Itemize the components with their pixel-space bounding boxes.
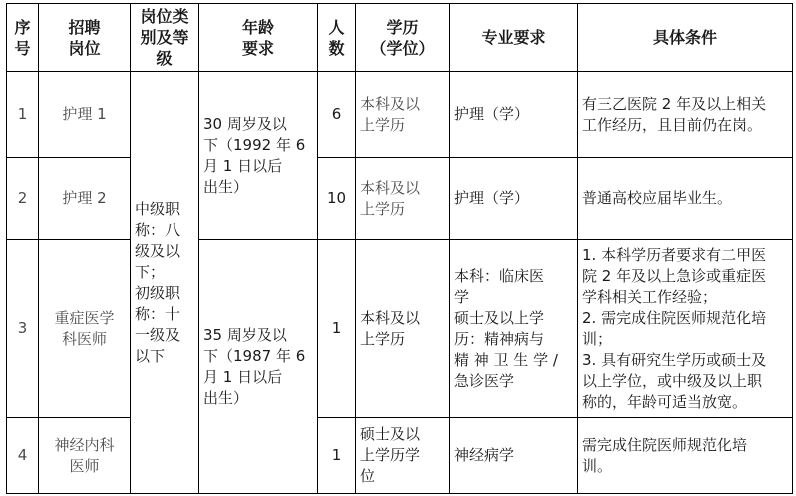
table-row — [7, 158, 793, 240]
recruitment-table — [6, 3, 793, 494]
header-age: 年龄 要求 — [199, 4, 318, 72]
row-education: 本科及以 上学历 — [356, 240, 450, 418]
row-seq: 3 — [7, 240, 39, 418]
row-seq: 2 — [7, 158, 39, 240]
table-row — [7, 418, 793, 494]
header-count: 人 数 — [318, 4, 356, 72]
row-education: 本科及以 上学历 — [356, 158, 450, 240]
row-seq: 1 — [7, 72, 39, 158]
header-conditions: 具体条件 — [578, 4, 793, 72]
header-category: 岗位类 别及等 级 — [131, 4, 199, 72]
row-conditions: 有三乙医院 2 年及以上相关 工作经历，且目前仍在岗。 — [578, 72, 793, 158]
header-major: 专业要求 — [450, 4, 578, 72]
header-education: 学历 （学位） — [356, 4, 450, 72]
row-count: 1 — [318, 240, 356, 418]
age-requirement-cell: 35 周岁及以 下（1987 年 6 月 1 日以后 出生） — [199, 240, 318, 494]
row-conditions: 普通高校应届毕业生。 — [578, 158, 793, 240]
row-conditions: 1. 本科学历者要求有二甲医 院 2 年及以上急诊或重症医 学科相关工作经验； 2. 需完成住院医师规范化培 训； 3. 具有研究生学历或硕士及 以上学位，或中级及以上职 称的，年龄可适当放宽。 — [578, 240, 793, 418]
table-row — [7, 72, 793, 158]
row-education: 本科及以 上学历 — [356, 72, 450, 158]
header-seq: 序 号 — [7, 4, 39, 72]
row-major: 护理（学） — [450, 158, 578, 240]
row-major: 本科：临床医 学 硕士及以上学 历：精神病与 精 神 卫 生 学 / 急诊医学 — [450, 240, 578, 418]
row-post: 护理 2 — [39, 158, 131, 240]
row-post: 神经内科 医师 — [39, 418, 131, 494]
row-major: 护理（学） — [450, 72, 578, 158]
header-row — [7, 4, 793, 72]
age-requirement-cell: 30 周岁及以 下（1992 年 6 月 1 日以后 出生） — [199, 72, 318, 240]
row-post: 护理 1 — [39, 72, 131, 158]
row-conditions: 需完成住院医师规范化培 训。 — [578, 418, 793, 494]
row-post: 重症医学 科医师 — [39, 240, 131, 418]
row-major: 神经病学 — [450, 418, 578, 494]
row-education: 硕士及以 上学历学 位 — [356, 418, 450, 494]
row-count: 1 — [318, 418, 356, 494]
header-post: 招聘 岗位 — [39, 4, 131, 72]
row-count: 10 — [318, 158, 356, 240]
table-row — [7, 240, 793, 418]
row-count: 6 — [318, 72, 356, 158]
category-level-cell: 中级职 称：八 级及以 下； 初级职 称：十 一级及 以下 — [131, 72, 199, 494]
row-seq: 4 — [7, 418, 39, 494]
